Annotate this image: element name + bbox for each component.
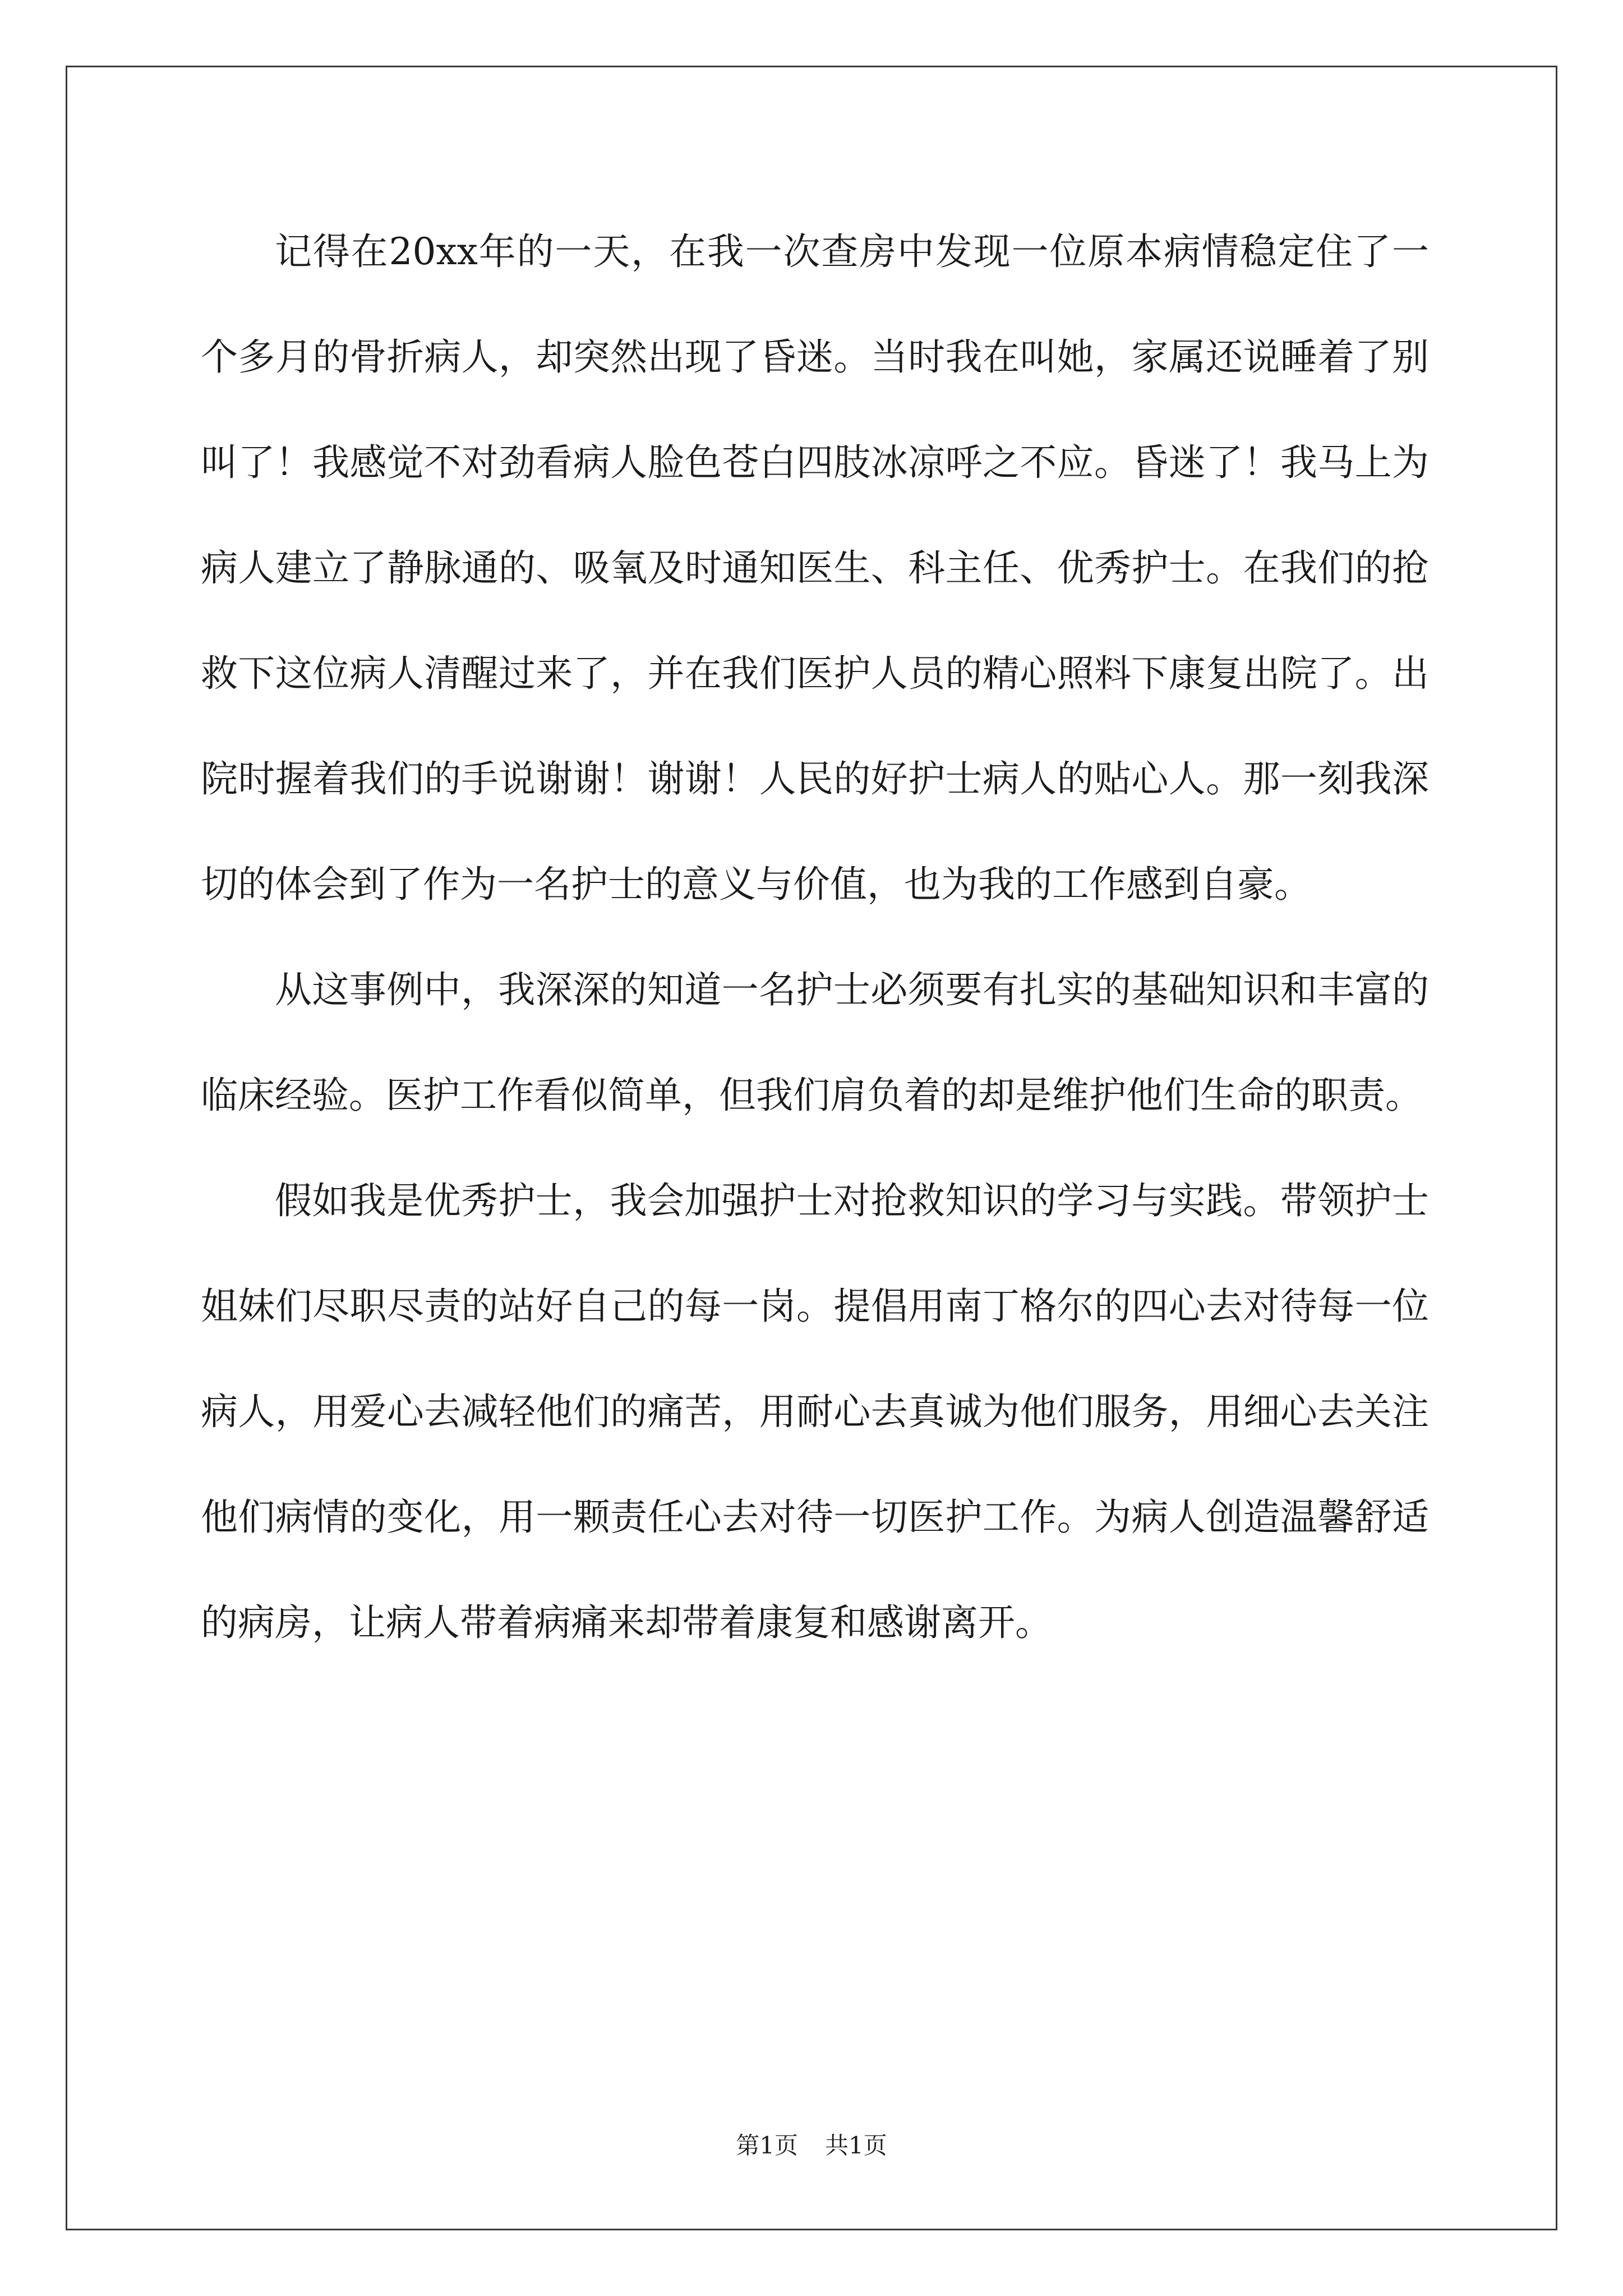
paragraph-2: 从这事例中，我深深的知道一名护士必须要有扎实的基础知识和丰富的临床经验。医护工作看似简单，但我们肩负着的却是维护他们生命的职责。 [201,968,1429,1117]
paragraph-3: 假如我是优秀护士，我会加强护士对抢救知识的学习与实践。带领护士姐妹们尽职尽责的站好自己的每一岗。提倡用南丁格尔的四心去对待每一位病人，用爱心去减轻他们的痛苦，用耐心去真诚为他们服务，用细心去关注他们病情的变化，用一颗责任心去对待一切医护工作。为病人创造温馨舒适的病房，让病人带着病痛来却带着康复和感谢离开。 [201,1179,1429,1644]
document-body [201,199,1429,1676]
page-number: 第1页 [736,2132,798,2159]
paragraph-1: 记得在20xx年的一天，在我一次查房中发现一位原本病情稳定住了一个多月的骨折病人，却突然出现了昏迷。当时我在叫她，家属还说睡着了别叫了！我感觉不对劲看病人脸色苍白四肢冰凉呼之不应。昏迷了！我马上为病人建立了静脉通的、吸氧及时通知医生、科主任、优秀护士。在我们的抢救下这位病人清醒过来了，并在我们医护人员的精心照料下康复出院了。出院时握着我们的手说谢谢！谢谢！人民的好护士病人的贴心人。那一刻我深切的体会到了作为一名护士的意义与价值，也为我的工作感到自豪。 [201,230,1429,906]
page-total: 共1页 [825,2132,887,2159]
page-footer [0,2127,1623,2161]
